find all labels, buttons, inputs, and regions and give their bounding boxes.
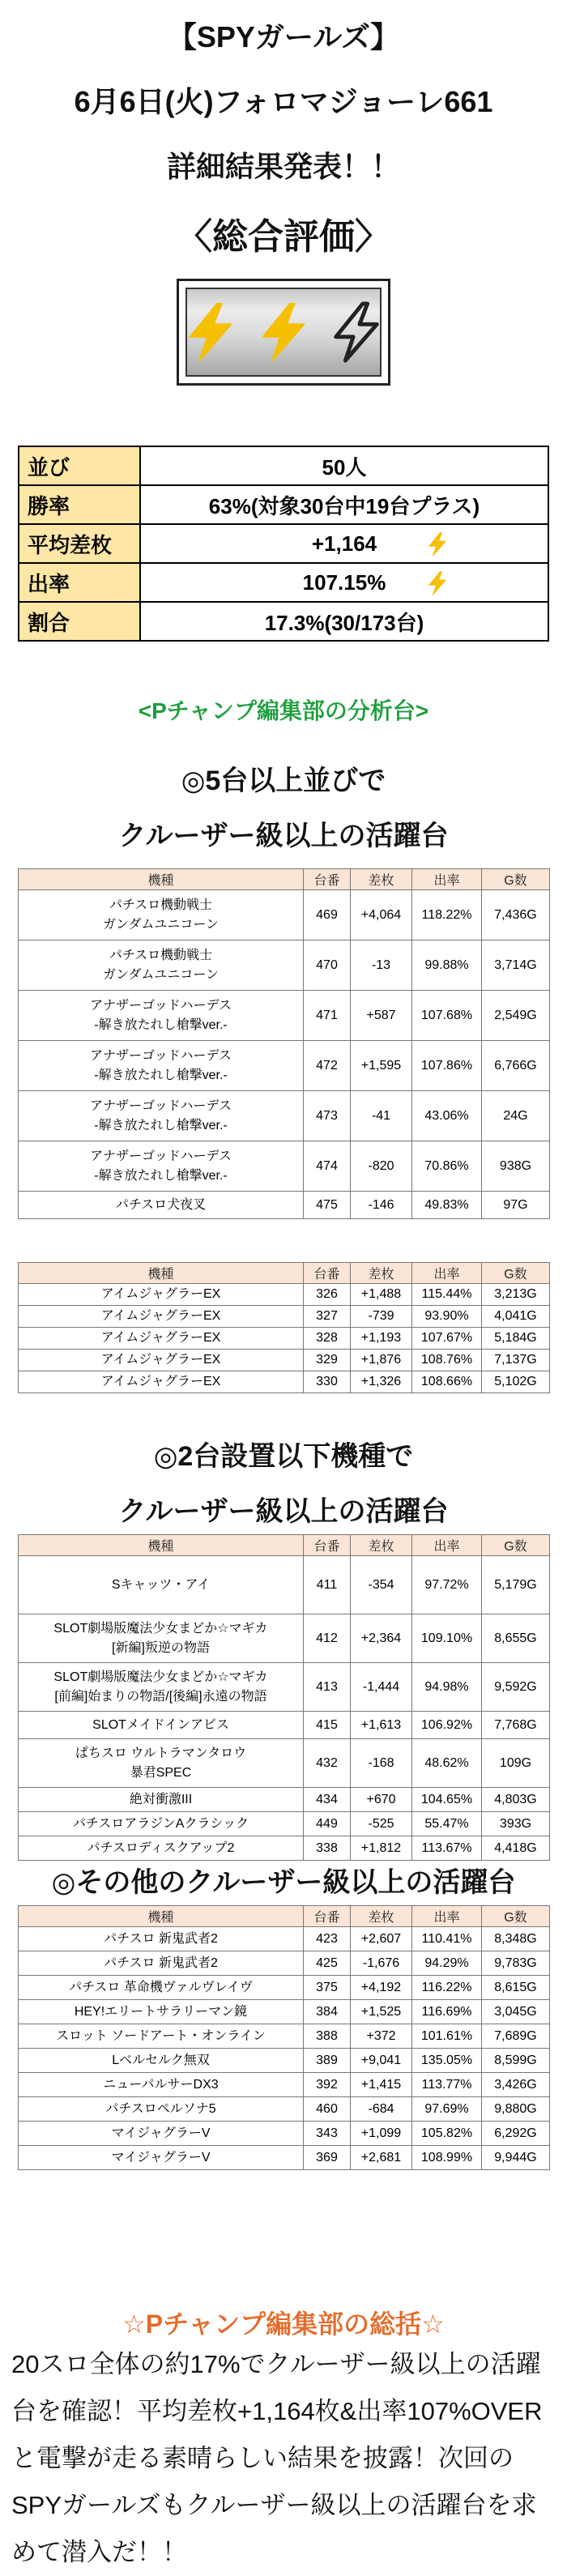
summary-value [140,446,548,485]
column-header: G数 [482,869,550,890]
machine-number-cell: 423 [304,1927,351,1951]
machine-number-cell: 343 [304,2122,351,2146]
section-3-heading: ◎その他のクルーザー級以上の活躍台 [51,1867,516,1898]
diff-coins-cell: -1,676 [351,1951,412,1976]
payout-rate-cell: 109.10% [412,1614,482,1663]
table-row [19,1192,550,1219]
game-count-cell: 5,102G [482,1371,550,1393]
table-row [19,2122,550,2146]
payout-rate-cell: 97.72% [412,1556,482,1614]
table-row [19,1041,550,1091]
machine-name-cell [19,1284,304,1306]
machine-subname: 暴君SPEC [130,1765,192,1780]
machine-number-cell: 388 [304,2024,351,2049]
section-1-heading-line-1: ◎5台以上並びで [181,766,386,796]
game-count-cell: 3,213G [482,1284,550,1306]
machine-name-cell [19,1788,304,1812]
table-row [19,2146,550,2170]
summary-value-text: +1,164 [311,531,377,556]
machine-name-cell [19,940,304,991]
machine-name-cell [19,1951,304,1976]
game-count-cell: 3,426G [482,2073,550,2097]
table-row [19,1328,550,1350]
table-row [19,2024,550,2049]
machine-name: SLOT劇場版魔法少女まどか☆マギカ [53,1670,268,1685]
machine-name-cell [19,1328,304,1350]
machine-number-cell: 338 [304,1836,351,1861]
column-header: G数 [482,1263,550,1284]
column-header: G数 [482,1906,550,1927]
machine-number-cell: 392 [304,2073,351,2097]
table-row [19,1976,550,2000]
machine-name: パチスロペルソナ5 [105,2101,216,2116]
machine-name: Lベルセルク無双 [112,2053,210,2067]
machine-number-cell: 327 [304,1306,351,1328]
game-count-cell: 6,292G [482,2122,550,2146]
machine-name: マイジャグラーV [111,2126,211,2140]
game-count-cell: 97G [482,1192,550,1219]
game-count-cell: 8,348G [482,1927,550,1951]
game-count-cell: 4,803G [482,1788,550,1812]
table-row [19,940,550,991]
game-count-cell: 8,655G [482,1614,550,1663]
payout-rate-cell: 116.22% [412,1976,482,2000]
game-count-cell: 9,944G [482,2146,550,2170]
game-count-cell: 2,549G [482,991,550,1041]
machine-name-cell [19,1041,304,1091]
lightning-small-icon [424,531,450,557]
machine-name-cell [19,991,304,1041]
lightning-outline-icon [325,301,388,364]
machine-name: 絶対衝激III [129,1792,193,1806]
machine-name: パチスロアラジンAクラシック [72,1816,249,1831]
diff-coins-cell: +2,681 [351,2146,412,2170]
machine-subname: -解き放たれし槍撃ver.- [94,1017,228,1032]
game-count-cell: 5,184G [482,1328,550,1350]
game-count-cell: 938G [482,1141,550,1192]
section-2-heading-line-2: クルーザー級以上の活躍台 [118,1496,449,1527]
game-count-cell: 9,592G [482,1663,550,1712]
machine-number-cell: 425 [304,1951,351,1976]
column-header: 台番 [304,1906,351,1927]
machine-number-cell: 449 [304,1812,351,1836]
summary-row [19,563,548,602]
table-row [19,1091,550,1141]
table-row [19,1788,550,1812]
machine-name-cell [19,1614,304,1663]
diff-coins-cell: +1,525 [351,2000,412,2024]
game-count-cell: 4,041G [482,1306,550,1328]
machine-name-cell [19,1927,304,1951]
machine-name: マイジャグラーV [111,2150,211,2164]
diff-coins-cell: +1,415 [351,2073,412,2097]
machine-name: アイムジャグラーEX [100,1375,221,1389]
diff-coins-cell: -41 [351,1091,412,1141]
machine-name-cell [19,1141,304,1192]
payout-rate-cell: 48.62% [412,1739,482,1788]
machine-name: ぱちスロ ウルトラマンタロウ [75,1746,247,1761]
title-line-2: 6月6日(火)フォロマジョーレ661 [74,85,493,118]
conclusion-title: ☆Pチャンプ編集部の総括☆ [122,2309,445,2339]
machine-name-cell [19,2024,304,2049]
machine-number-cell: 469 [304,890,351,940]
diff-coins-cell: -146 [351,1192,412,1219]
payout-rate-cell: 94.98% [412,1663,482,1712]
diff-coins-cell: +1,326 [351,1371,412,1393]
column-header: 機種 [19,1535,304,1556]
game-count-cell: 8,615G [482,1976,550,2000]
section-2-heading-line-1: ◎2台設置以下機種で [153,1441,414,1472]
diff-coins-cell: +4,064 [351,890,412,940]
diff-coins-cell: -525 [351,1812,412,1836]
machine-name-cell [19,2000,304,2024]
table-row [19,1371,550,1393]
diff-coins-cell: +670 [351,1788,412,1812]
machine-name: アナザーゴッドハーデス [90,1049,232,1064]
payout-rate-cell: 93.90% [412,1306,482,1328]
machine-number-cell: 369 [304,2146,351,2170]
machine-number-cell: 415 [304,1712,351,1739]
lightning-filled-icon [252,301,315,364]
summary-value [140,485,548,524]
column-header: 差枚 [351,1906,412,1927]
table-row [19,2073,550,2097]
machine-name-cell [19,2049,304,2073]
machine-name: アナザーゴッドハーデス [90,1099,232,1114]
machine-name: SLOTメイドインアビス [92,1717,229,1732]
table-header-row [19,1906,550,1927]
machine-name: Sキャッツ・アイ [111,1577,211,1592]
table-juggler-ex [18,1262,550,1393]
table-2-or-less-machines [18,1534,550,1861]
table-header-row [19,1263,550,1284]
machine-number-cell: 384 [304,2000,351,2024]
machine-name: HEY!エリートサラリーマン鏡 [74,2004,248,2019]
payout-rate-cell: 43.06% [412,1091,482,1141]
payout-rate-cell: 116.69% [412,2000,482,2024]
diff-coins-cell: +2,607 [351,1927,412,1951]
payout-rate-cell: 106.92% [412,1712,482,1739]
diff-coins-cell: -820 [351,1141,412,1192]
overall-rating-heading: 〈総合評価〉 [177,217,390,257]
game-count-cell: 3,045G [482,2000,550,2024]
column-header: 機種 [19,869,304,890]
diff-coins-cell: -1,444 [351,1663,412,1712]
machine-number-cell: 412 [304,1614,351,1663]
payout-rate-cell: 113.77% [412,2073,482,2097]
game-count-cell: 7,768G [482,1712,550,1739]
game-count-cell: 109G [482,1739,550,1788]
machine-name-cell [19,1091,304,1141]
game-count-cell: 5,179G [482,1556,550,1614]
column-header: 出率 [412,1906,482,1927]
machine-name: パチスロ機動戦士 [109,898,213,913]
payout-rate-cell: 70.86% [412,1141,482,1192]
machine-subname: -解き放たれし槍撃ver.- [94,1118,228,1132]
machine-name: パチスロ 新鬼武者2 [104,1955,218,1970]
conclusion-body: 20スロ全体の約17%でクルーザー級以上の活躍台を確認！平均差枚+1,164枚&出率107%OVERと電撃が走る素晴らしい結果を披露！次回のSPYガールズもクルーザー級以上の活躍台を求めて潜入だ！！ [11,2350,543,2566]
machine-name-cell [19,1350,304,1371]
summary-value [140,563,548,602]
game-count-cell: 9,880G [482,2097,550,2122]
diff-coins-cell: +372 [351,2024,412,2049]
table-5plus-machines [18,868,550,1219]
machine-name: アイムジャグラーEX [100,1331,221,1346]
payout-rate-cell: 94.29% [412,1951,482,1976]
machine-number-cell: 375 [304,1976,351,2000]
game-count-cell: 7,689G [482,2024,550,2049]
payout-rate-cell: 110.41% [412,1927,482,1951]
machine-name: アナザーゴッドハーデス [90,1149,232,1164]
diff-coins-cell: +587 [351,991,412,1041]
table-row [19,1284,550,1306]
summary-value-text: 50人 [322,454,367,480]
rating-bolts [185,288,382,377]
column-header: 台番 [304,1263,351,1284]
diff-coins-cell: +1,193 [351,1328,412,1350]
summary-label: 出率 [19,563,140,602]
column-header: 台番 [304,869,351,890]
machine-number-cell: 474 [304,1141,351,1192]
payout-rate-cell: 113.67% [412,1836,482,1861]
column-header: 出率 [412,1535,482,1556]
machine-name-cell [19,1812,304,1836]
diff-coins-cell: +1,812 [351,1836,412,1861]
machine-number-cell: 411 [304,1556,351,1614]
summary-value-text: 63%(対象30台中19台プラス) [208,493,480,518]
payout-rate-cell: 108.99% [412,2146,482,2170]
summary-value-text: 107.15% [302,569,386,595]
machine-number-cell: 434 [304,1788,351,1812]
machine-name-cell [19,1739,304,1788]
machine-name: パチスロ機動戦士 [109,949,213,963]
machine-number-cell: 329 [304,1350,351,1371]
payout-rate-cell: 105.82% [412,2122,482,2146]
table-row [19,1614,550,1663]
game-count-cell: 24G [482,1091,550,1141]
machine-subname: ガンダムユニコーン [102,967,220,982]
payout-rate-cell: 108.66% [412,1371,482,1393]
machine-number-cell: 473 [304,1091,351,1141]
machine-name: パチスロディスクアップ2 [87,1840,235,1855]
machine-name: アイムジャグラーEX [100,1353,221,1367]
payout-rate-cell: 104.65% [412,1788,482,1812]
machine-name: ニューパルサーDX3 [103,2077,219,2092]
machine-name-cell [19,1306,304,1328]
table-row [19,2049,550,2073]
game-count-cell: 6,766G [482,1041,550,1091]
table-row [19,1712,550,1739]
machine-subname: ガンダムユニコーン [102,917,220,932]
game-count-cell: 393G [482,1812,550,1836]
game-count-cell: 7,137G [482,1350,550,1371]
diff-coins-cell: +1,099 [351,2122,412,2146]
diff-coins-cell: +4,192 [351,1976,412,2000]
machine-name: アナザーゴッドハーデス [90,999,232,1013]
column-header: 機種 [19,1263,304,1284]
machine-name-cell [19,2122,304,2146]
game-count-cell: 8,599G [482,2049,550,2073]
machine-number-cell: 472 [304,1041,351,1091]
lightning-filled-icon [179,301,242,364]
summary-row [19,524,548,563]
machine-name-cell [19,890,304,940]
machine-name-cell [19,1836,304,1861]
table-row [19,1306,550,1328]
machine-name-cell [19,2146,304,2170]
summary-table [18,446,549,642]
summary-label: 平均差枚 [19,524,140,563]
summary-label: 勝率 [19,485,140,524]
diff-coins-cell: +1,613 [351,1712,412,1739]
machine-number-cell: 432 [304,1739,351,1788]
machine-subname: [新編]叛逆の物語 [112,1640,210,1655]
payout-rate-cell: 49.83% [412,1192,482,1219]
diff-coins-cell: +9,041 [351,2049,412,2073]
machine-name-cell [19,1663,304,1712]
table-row [19,1812,550,1836]
table-row [19,1556,550,1614]
machine-name: パチスロ犬夜叉 [115,1197,207,1212]
table-row [19,1951,550,1976]
section-1-heading-line-2: クルーザー級以上の活躍台 [118,821,449,851]
machine-number-cell: 326 [304,1284,351,1306]
diff-coins-cell: +1,488 [351,1284,412,1306]
machine-number-cell: 475 [304,1192,351,1219]
column-header: 台番 [304,1535,351,1556]
machine-number-cell: 330 [304,1371,351,1393]
summary-value [140,524,548,563]
column-header: 出率 [412,869,482,890]
diff-coins-cell: -354 [351,1556,412,1614]
game-count-cell: 7,436G [482,890,550,940]
payout-rate-cell: 135.05% [412,2049,482,2073]
machine-name-cell [19,2073,304,2097]
summary-label: 割合 [19,602,140,641]
diff-coins-cell: +1,595 [351,1041,412,1091]
machine-name: SLOT劇場版魔法少女まどか☆マギカ [53,1622,268,1636]
table-row [19,1350,550,1371]
machine-number-cell: 460 [304,2097,351,2122]
diff-coins-cell: -684 [351,2097,412,2122]
column-header: 差枚 [351,1535,412,1556]
table-row [19,1836,550,1861]
machine-name: アイムジャグラーEX [100,1309,221,1324]
payout-rate-cell: 107.86% [412,1041,482,1091]
column-header: 差枚 [351,869,412,890]
column-header: 機種 [19,1906,304,1927]
column-header: G数 [482,1535,550,1556]
title-line-1: 【SPYガールズ】 [167,20,400,53]
machine-name-cell [19,1712,304,1739]
table-row [19,1739,550,1788]
diff-coins-cell: -168 [351,1739,412,1788]
payout-rate-cell: 118.22% [412,890,482,940]
table-other-machines [18,1905,550,2170]
machine-number-cell: 413 [304,1663,351,1712]
diff-coins-cell: -739 [351,1306,412,1328]
machine-name: パチスロ 革命機ヴァルヴレイヴ [69,1980,253,1994]
payout-rate-cell: 97.69% [412,2097,482,2122]
column-header: 出率 [412,1263,482,1284]
summary-row [19,446,548,485]
machine-name: アイムジャグラーEX [100,1287,221,1302]
machine-subname: -解き放たれし槍撃ver.- [94,1168,228,1183]
game-count-cell: 3,714G [482,940,550,991]
diff-coins-cell: -13 [351,940,412,991]
game-count-cell: 9,783G [482,1951,550,1976]
machine-name-cell [19,1371,304,1393]
payout-rate-cell: 99.88% [412,940,482,991]
table-row [19,890,550,940]
machine-name: パチスロ 新鬼武者2 [104,1931,218,1946]
summary-label: 並び [19,446,140,485]
payout-rate-cell: 108.76% [412,1350,482,1371]
table-header-row [19,869,550,890]
analysis-heading: <Pチャンプ編集部の分析台> [138,698,429,723]
machine-name-cell [19,2097,304,2122]
lightning-small-icon [424,570,450,596]
diff-coins-cell: +1,876 [351,1350,412,1371]
payout-rate-cell: 55.47% [412,1812,482,1836]
machine-number-cell: 389 [304,2049,351,2073]
machine-number-cell: 471 [304,991,351,1041]
payout-rate-cell: 115.44% [412,1284,482,1306]
game-count-cell: 4,418G [482,1836,550,1861]
machine-subname: [前編]始まりの物語/[後編]永遠の物語 [54,1689,267,1704]
summary-row [19,485,548,524]
column-header: 差枚 [351,1263,412,1284]
table-row [19,1927,550,1951]
machine-subname: -解き放たれし槍撃ver.- [94,1068,228,1082]
table-row [19,1663,550,1712]
machine-number-cell: 328 [304,1328,351,1350]
diff-coins-cell: +2,364 [351,1614,412,1663]
payout-rate-cell: 101.61% [412,2024,482,2049]
summary-value-text: 17.3%(30/173台) [264,610,424,635]
machine-name-cell [19,1192,304,1219]
table-row [19,2097,550,2122]
payout-rate-cell: 107.68% [412,991,482,1041]
payout-rate-cell: 107.67% [412,1328,482,1350]
machine-name-cell [19,1976,304,2000]
table-row [19,2000,550,2024]
machine-number-cell: 470 [304,940,351,991]
table-row [19,1141,550,1192]
machine-name-cell [19,1556,304,1614]
table-header-row [19,1535,550,1556]
rating-badge [177,279,390,386]
summary-row [19,602,548,641]
summary-value [140,602,548,641]
machine-name: スロット ソードアート・オンライン [56,2028,266,2043]
table-row [19,991,550,1041]
title-line-3: 詳細結果発表！！ [166,150,400,183]
